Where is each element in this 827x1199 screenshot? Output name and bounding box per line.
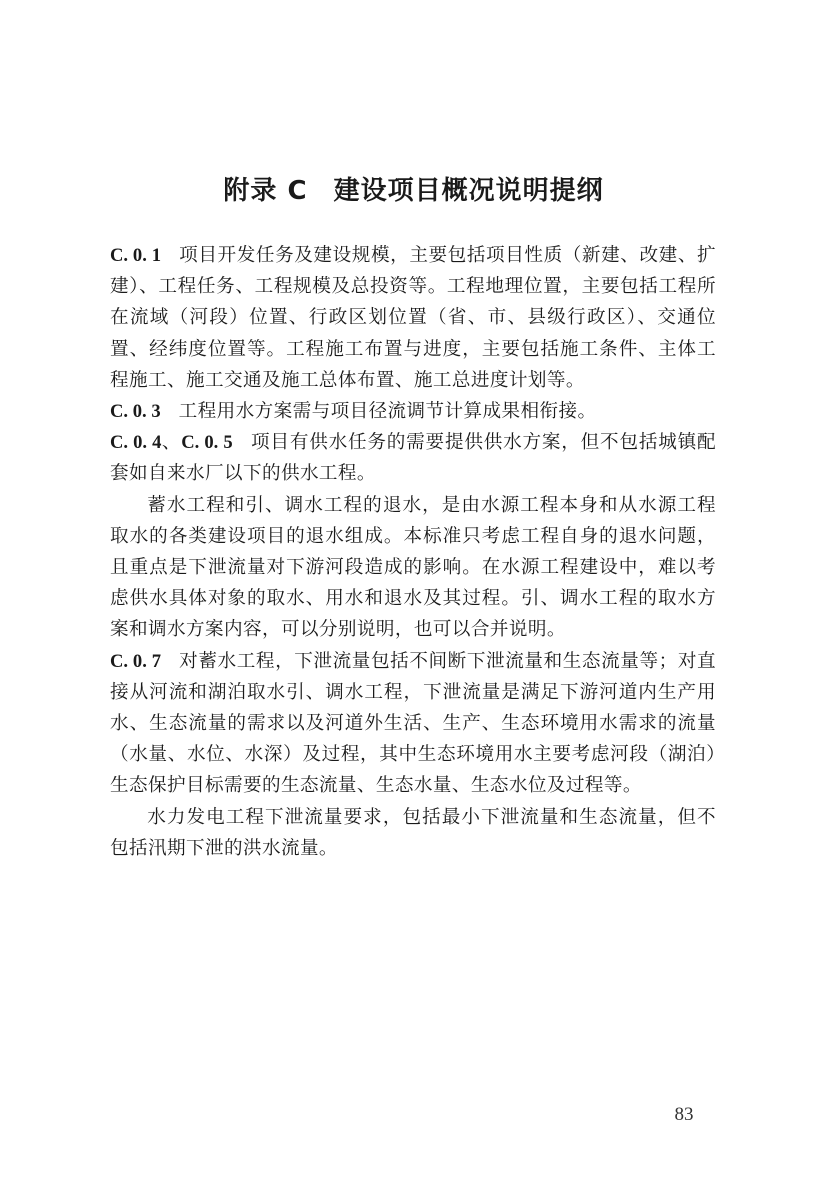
- paragraph-text: 水力发电工程下泄流量要求，包括最小下泄流量和生态流量，但不包括汛期下泄的洪水流量。: [110, 806, 716, 859]
- clause-text: 项目有供水任务的需要提供供水方案，但不包括城镇配套如自来水厂以下的供水工程。: [110, 432, 717, 485]
- appendix-label: 附录 C: [223, 176, 308, 207]
- paragraph-text: 蓄水工程和引、调水工程的退水，是由水源工程本身和从水源工程取水的各类建设项目的退水组成。本标准只考虑工程自身的退水问题，且重点是下泄流量对下游河段造成的影响。在水源工程建设中，难以考虑供水具体对象的取水、用水和退水及其过程。引、调水工程的取水方案和调水方案内容，可以分别说明，也可以合并说明。: [110, 494, 716, 641]
- clause-c-0-1: [110, 240, 716, 396]
- clause-c-0-7: [110, 646, 716, 802]
- clause-number-second: C. 0. 5: [181, 432, 233, 454]
- clause-c-0-4-c-0-5: [110, 427, 716, 489]
- paragraph-drainage: [110, 490, 716, 646]
- clause-number: C. 0. 1: [110, 245, 161, 266]
- appendix-heading-text: 建设项目概况说明提纲: [333, 176, 604, 207]
- clause-c-0-3: [110, 396, 716, 427]
- clause-number: C. 0. 7: [110, 650, 161, 672]
- clause-text: 工程用水方案需与项目径流调节计算成果相衔接。: [178, 401, 597, 423]
- clause-number: C. 0. 3: [110, 401, 161, 423]
- appendix-body: [110, 240, 716, 864]
- clause-text: 对蓄水工程，下泄流量包括不间断下泄流量和生态流量等；对直接从河流和湖泊取水引、调水工程，下泄流量是满足下游河道内生产用水、生态流量的需求以及河道外生活、生产、生态环境用水需求的流量（水量、水位、水深）及过程，其中生态环境用水主要考虑河段（湖泊）生态保护目标需要的生态流量、生态水量、生态水位及过程等。: [110, 650, 717, 797]
- clause-separator: 、: [161, 432, 182, 454]
- page-number: 83: [674, 1104, 694, 1125]
- clause-number: C. 0. 4: [110, 432, 162, 454]
- paragraph-hydropower: [110, 802, 716, 864]
- clause-text: 项目开发任务及建设规模，主要包括项目性质（新建、改建、扩建）、工程任务、工程规模及总投资等。工程地理位置，主要包括工程所在流域（河段）位置、行政区划位置（省、市、县级行政区）、交通位置、经纬度位置等。工程施工布置与进度，主要包括施工条件、主体工程施工、施工交通及施工总体布置、施工总进度计划等。: [110, 245, 717, 391]
- appendix-title: [0, 169, 827, 213]
